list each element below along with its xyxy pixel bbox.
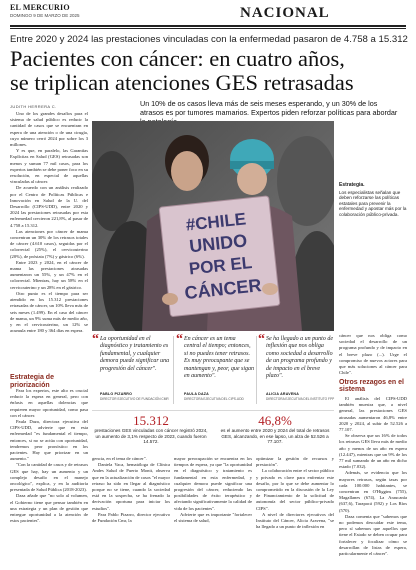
section-title: NACIONAL — [240, 5, 330, 21]
paragraph: Daza comenta que "sabemos que no podemos descuidar este tema, pero sí sabemos que aquellos que tiene el Estado se deben ocupar para fortalecer y focalizar cómo se desarrollan de listas de espera, particularmente el cáncer". — [339, 513, 407, 557]
main-headline — [10, 47, 406, 95]
quote-author: PABLO PIZARRO — [100, 392, 133, 396]
quote-mark-icon: “ — [176, 332, 183, 347]
article-deck: Un 10% de os casos lleva más de seis meses esperando, y un 30% de los atrasos es por tumores mamarios. Expertos piden reforzar políticas para abordar — [140, 99, 398, 117]
right-column-body — [339, 396, 407, 568]
left-column-body-2 — [10, 388, 88, 568]
paragraph: mayor preocupación se encuentra en los tiempos de espera, ya que "la oportunidad en el diagnóstico y tratamiento es fundamental en esta enfermedad, y cualquier demora puede significar una progresión del cáncer, reduciendo las posibilidades de éxito terapéutico y afectando significativamente la calidad de vida de los pacientes". — [174, 456, 252, 511]
paragraph: Advierte que es importante "fortalecer el sistema de salud, — [174, 511, 252, 524]
stats-row — [92, 410, 334, 454]
left-column-body — [10, 111, 88, 373]
sign-text-3: POR EL — [188, 252, 254, 279]
paragraph: A nivel de directores ejecutivos del Instituto del Cáncer, Alicia Aravena, "se ha llegado a un punto de inflexión en — [256, 511, 334, 530]
quote-author: PAULA DAZA — [184, 392, 209, 396]
stat-description: es el aumento entre 2020 y 2024 del total de retrasos GES, alcanzando, en ese lapso, un alza de 52.526 a 77.107. — [220, 428, 330, 445]
paragraph: Paula Daza, directora ejecutiva del CIPS-UDD, advierte que en esta enfermedad "es fundamental el tiempo, entonces, si no se actúa con oportunidad, tendremos peor pronóstico en los pacientes. Hay que priorizar en un aumento." — [10, 419, 88, 462]
masthead-rule-thin — [10, 28, 406, 29]
photo-illustration — [92, 121, 334, 331]
quote-pizarro — [92, 334, 170, 408]
quote-mark-icon: “ — [258, 332, 265, 347]
paragraph: Se observa que un 16% de todos los retrasos GES lleva más de medio año y menos de un año en espera (12.447), mientras que un 9% de los 77 mil sumando de un año en dicho estado (7.032). — [339, 433, 407, 470]
article-photo — [92, 121, 334, 331]
quote-author: ALICIA ARAVENA — [266, 392, 300, 396]
stat-description: prestaciones GES vinculadas con cáncer registró 2024, un aumento de 3,1% respecto de 2023, cuando fueron 14.572. — [94, 428, 208, 445]
sign-text-4: CÁNCER — [183, 275, 263, 304]
masthead-rule — [10, 25, 406, 27]
bottom-column-3 — [256, 456, 334, 568]
quote-author-role: DIRECTORA EJECUTIVA DEL INSTITUTO FPP — [266, 397, 335, 401]
stat-number: 46,8% — [258, 413, 292, 428]
publication-date: DOMINGO 9 DE MARZO DE 2025 — [10, 13, 80, 18]
newspaper-brand: EL MERCURIO — [10, 3, 70, 12]
quote-author-role: DIRECTORA EJECUTIVA DEL CIPS-UDD — [184, 397, 244, 401]
bottom-column-1 — [92, 456, 170, 568]
paragraph: "Con la cantidad de casos y de retrasos GES que hay, hay un aumento y un complejo desafío en el manejo oncológico", explica, y en la auditoría presentada de Salud Pública (2018-2023). — [10, 462, 88, 493]
paragraph: La colaboración entre el sector público y privado es clave para enfrentar este desafío, por lo que se debe aumentar lo comprometido en la discusión de la Ley de Financiamiento de la solicitud de autonomía del sector público-privado CIPS". — [256, 468, 334, 511]
sign-text-2: UNIDO — [188, 230, 249, 257]
quote-mark-icon: “ — [92, 332, 99, 347]
headline-kicker: Entre 2020 y 2024 las prestaciones vinculadas con la enfermedad pasaron de 4.758 a 15.312 — [10, 34, 408, 45]
paragraph: Además, se evidencia que los mayores retrasos, según tasas por cada 100.000 habitantes, se concentran en O'Higgins (755), Magallanes (674), La Araucanía (637,6), Tarapacá (592) y Los Ríos (570). — [339, 470, 407, 513]
caption-text: Los especialistas señalan que deben reforzarse las políticas estatales para prevenir la enfermedad y apostar más por la colaboración público-privada. — [339, 189, 407, 217]
subhead-priorizacion: Estrategia de priorización — [10, 374, 54, 389]
right-column-top — [339, 333, 407, 377]
stat-number: 15.312 — [133, 413, 169, 428]
subhead-otros-rezagos: Otros rezagos en el sistema — [339, 379, 404, 394]
quotes-row — [92, 334, 334, 408]
paragraph: Daniela Vaca, hematóloga de Clínica Andes Salud de Puerto Montt, observa que en la actualización de casos "el mayor retraso ha sido en llegar al diagnóstico porque no se tiene, cuando la sociedad está en la sospecha, se ha frenado la derivación oportuna para iniciar los estudios". — [92, 462, 170, 511]
quote-text: La oportunidad en el diagnóstico y tratamiento es fundamental, y cualquier demora puede significar una progresión del cáncer". — [100, 336, 170, 372]
bottom-column-2 — [174, 456, 252, 568]
paragraph: optimizar la gestión de recursos y prestación". — [256, 456, 334, 468]
paragraph: De acuerdo con un análisis realizado por el Centro de Políticas Públicas e Innovación en Salud de la U. del Desarrollo (CIPS-UDD), entre 2020 y 2024 las prestaciones retrasadas por esta enfermedad crecieron 221,8%, al pasar de 4.758 a 15.312. — [10, 185, 88, 228]
paragraph: Para Pablo Pizarro, director ejecutivo de Fundación Cmr, la — [92, 511, 170, 524]
masthead — [10, 3, 406, 29]
quote-author-role: DIRECTOR EJECUTIVO DE FUNDACIÓN CMR — [100, 397, 169, 401]
caption-title: Estrategia. — [339, 182, 365, 188]
quote-divider — [173, 336, 174, 404]
paragraph: Otro punto es el tiempo para ser atendido en los 15.312 prestaciones retrasadas de cáncer, un 10% lleva más de seis meses (1.499). En el caso del cáncer de mama, un 9% suma más de medio año, y en el cervicouterino, un 12% se acumula entre 180 y 364 días en espera. — [10, 290, 88, 334]
paragraph: Uno de los grandes desafíos para el sistema de salud público es reducir la cantidad de casos que se encuentran en espera de una atención o de una cirugía, cuyo número cerró 2024 por sobre los 3 millones. — [10, 111, 88, 148]
paragraph: gencia, en el tema de cáncer". — [92, 456, 147, 461]
sign-text-1: #CHILE — [184, 209, 247, 235]
stat-aumento — [216, 414, 334, 445]
quote-text: Se ha llegado a un punto de inflexión que nos obliga como sociedad a desarrollo de un programa profundo y de impacto en el breve plazo". — [266, 336, 333, 380]
quote-daza — [176, 334, 254, 408]
quote-aravena — [258, 334, 336, 408]
paragraph: Para los expertos, este alto es crucial reducir la espera en general, pero con énfasis en aquellas dolencias que requieren mayor oportunidad, como pasa con el cáncer. — [10, 388, 88, 418]
byline: JUDITH HERRERA C. — [10, 104, 57, 109]
headline-line-2: se triplican atenciones GES retrasadas — [10, 70, 354, 95]
quote-divider — [256, 336, 257, 404]
paragraph: Y es que, en paralelo, las Garantías Explícitas en Salud (GES) retrasadas son menos y suman 77 mil casos, para los expertos también se debe poner foco en su resolución, en especial de aquellas vinculadas al cáncer. — [10, 148, 88, 185]
stat-prestaciones — [92, 414, 210, 445]
paragraph: Las atenciones por cáncer de mama concentran un 30% de los retrasos totales de cáncer (4.610 casos), seguidas por el colorrectal (25%), el cervicouterino (20%), de próstata (7%) y gástrico (6%). — [10, 228, 88, 259]
paragraph: Entre 2023 y 2024, en el cáncer de mama las prestaciones atrasadas aumentaron un 55%, y un 47% en el colorrectal. Mientras, hay un 58% en el cervicouterino y un 28% en el gástrico. — [10, 259, 88, 290]
paragraph: El análisis del CIPS-UDD también muestra que, a nivel general, las prestaciones GES atrasadas aumentaron 46,8% entre 2020 y 2024, al subir de 52.526 a 77.107. — [339, 396, 407, 433]
paragraph: cáncer que nos obliga como sociedad el desarrollo de un programa profundo y de impacto en el breve plazo (...). Urge el compromiso de nuevos actores para que más soluciones al cáncer para Chile". — [339, 333, 407, 376]
paragraph: Daza añade que "no solo al volumen, el Gobierno tiene que pensar también en una estrategia y un plan de gestión que entregue oportunidad a la atención de estos pacientes". — [10, 493, 88, 524]
photo-caption — [339, 183, 407, 218]
quote-text: En cáncer es un tema central el tiempo; entonces, si no puedes tener retrasos. Es muy preocupante que se mantengan y, peor, que sigan en aumento". — [184, 336, 254, 380]
headline-line-1: Pacientes con cáncer: en cuatro años, — [10, 46, 345, 71]
